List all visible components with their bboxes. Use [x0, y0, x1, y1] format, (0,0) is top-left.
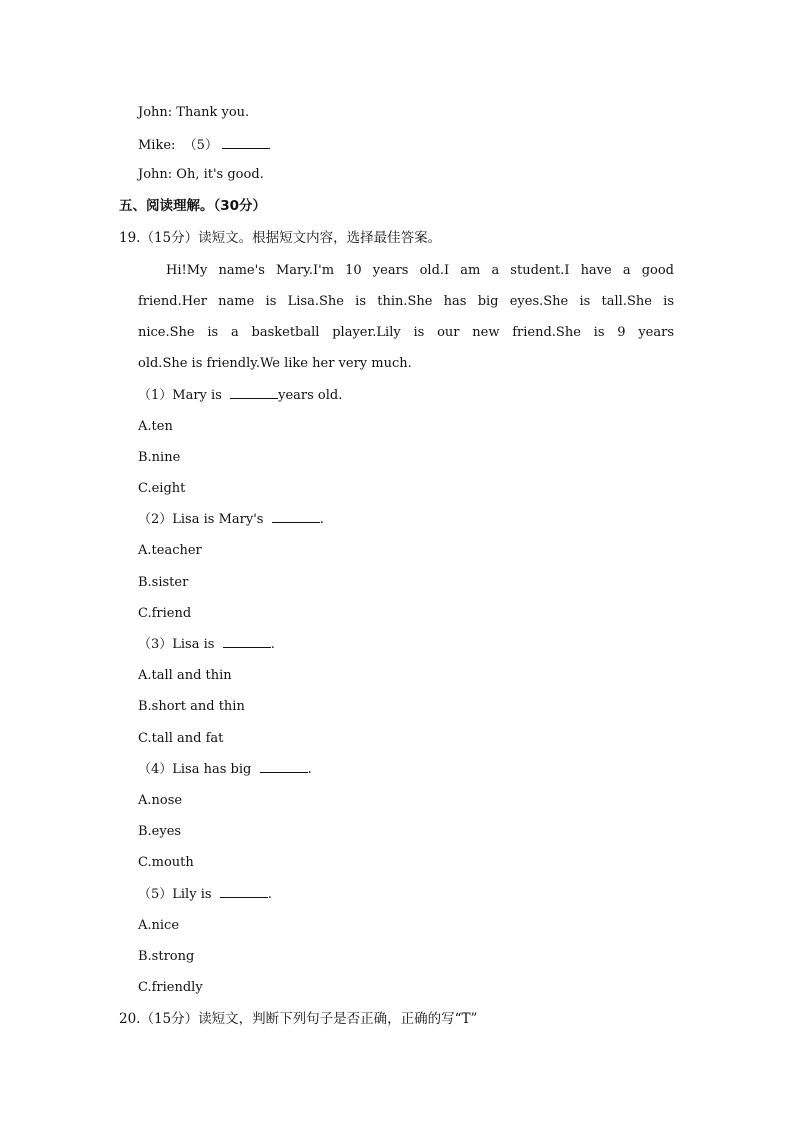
- answer-blank-1[interactable]: [230, 386, 278, 399]
- dialogue-line-john-thanks: John: Thank you.: [138, 105, 250, 120]
- answer-blank-2[interactable]: [272, 510, 320, 523]
- passage-line-4: old.She is friendly.We like her very much.: [138, 356, 412, 371]
- subquestion-1: [138, 386, 342, 404]
- dialogue-line-mike: [138, 136, 270, 154]
- subquestion-3-tail: .: [270, 637, 275, 652]
- dialogue-line-john-good: John: Oh, it's good.: [138, 167, 264, 182]
- option-5c: C.friendly: [138, 980, 203, 995]
- subquestion-1-stem: （1）Mary is: [138, 388, 231, 403]
- subquestion-3: [138, 635, 275, 653]
- section-heading: 五、阅读理解。（30分）: [119, 198, 267, 214]
- passage-line-3: nice.She is a basketball player.Lily is our new friend.She is 9 years: [138, 325, 674, 340]
- option-3a: A.tall and thin: [138, 668, 232, 683]
- question-19-title: 19.（15分）读短文。根据短文内容，选择最佳答案。: [119, 230, 442, 246]
- option-4b: B.eyes: [138, 824, 182, 839]
- subquestion-5-tail: .: [267, 887, 272, 902]
- option-2b: B.sister: [138, 575, 189, 590]
- passage-line-2: friend.Her name is Lisa.She is thin.She has big eyes.She is tall.She is: [138, 294, 674, 309]
- option-1b: B.nine: [138, 450, 181, 465]
- option-4c: C.mouth: [138, 855, 194, 870]
- option-3c: C.tall and fat: [138, 731, 224, 746]
- dialogue-mike-text: Mike: （5）: [138, 138, 218, 153]
- answer-blank[interactable]: [222, 136, 270, 149]
- option-4a: A.nose: [138, 793, 183, 808]
- subquestion-2-tail: .: [319, 512, 324, 527]
- option-2c: C.friend: [138, 606, 192, 621]
- subquestion-4-stem: （4）Lisa has big: [138, 762, 260, 777]
- answer-blank-3[interactable]: [223, 635, 271, 648]
- option-5b: B.strong: [138, 949, 195, 964]
- option-3b: B.short and thin: [138, 699, 245, 714]
- option-1a: A.ten: [138, 419, 173, 434]
- question-20-title: 20.（15分）读短文，判断下列句子是否正确，正确的写“T”: [119, 1011, 478, 1027]
- subquestion-5: [138, 885, 272, 903]
- subquestion-3-stem: （3）Lisa is: [138, 637, 223, 652]
- answer-blank-5[interactable]: [220, 885, 268, 898]
- subquestion-4: [138, 760, 312, 778]
- subquestion-2-stem: （2）Lisa is Mary's: [138, 512, 272, 527]
- subquestion-2: [138, 510, 324, 528]
- subquestion-1-tail: years old.: [278, 388, 343, 403]
- option-2a: A.teacher: [138, 543, 202, 558]
- option-5a: A.nice: [138, 918, 180, 933]
- subquestion-4-tail: .: [307, 762, 312, 777]
- option-1c: C.eight: [138, 481, 186, 496]
- passage-line-1: Hi!My name's Mary.I'm 10 years old.I am a student.I have a good: [166, 263, 674, 278]
- subquestion-5-stem: （5）Lily is: [138, 887, 220, 902]
- answer-blank-4[interactable]: [260, 760, 308, 773]
